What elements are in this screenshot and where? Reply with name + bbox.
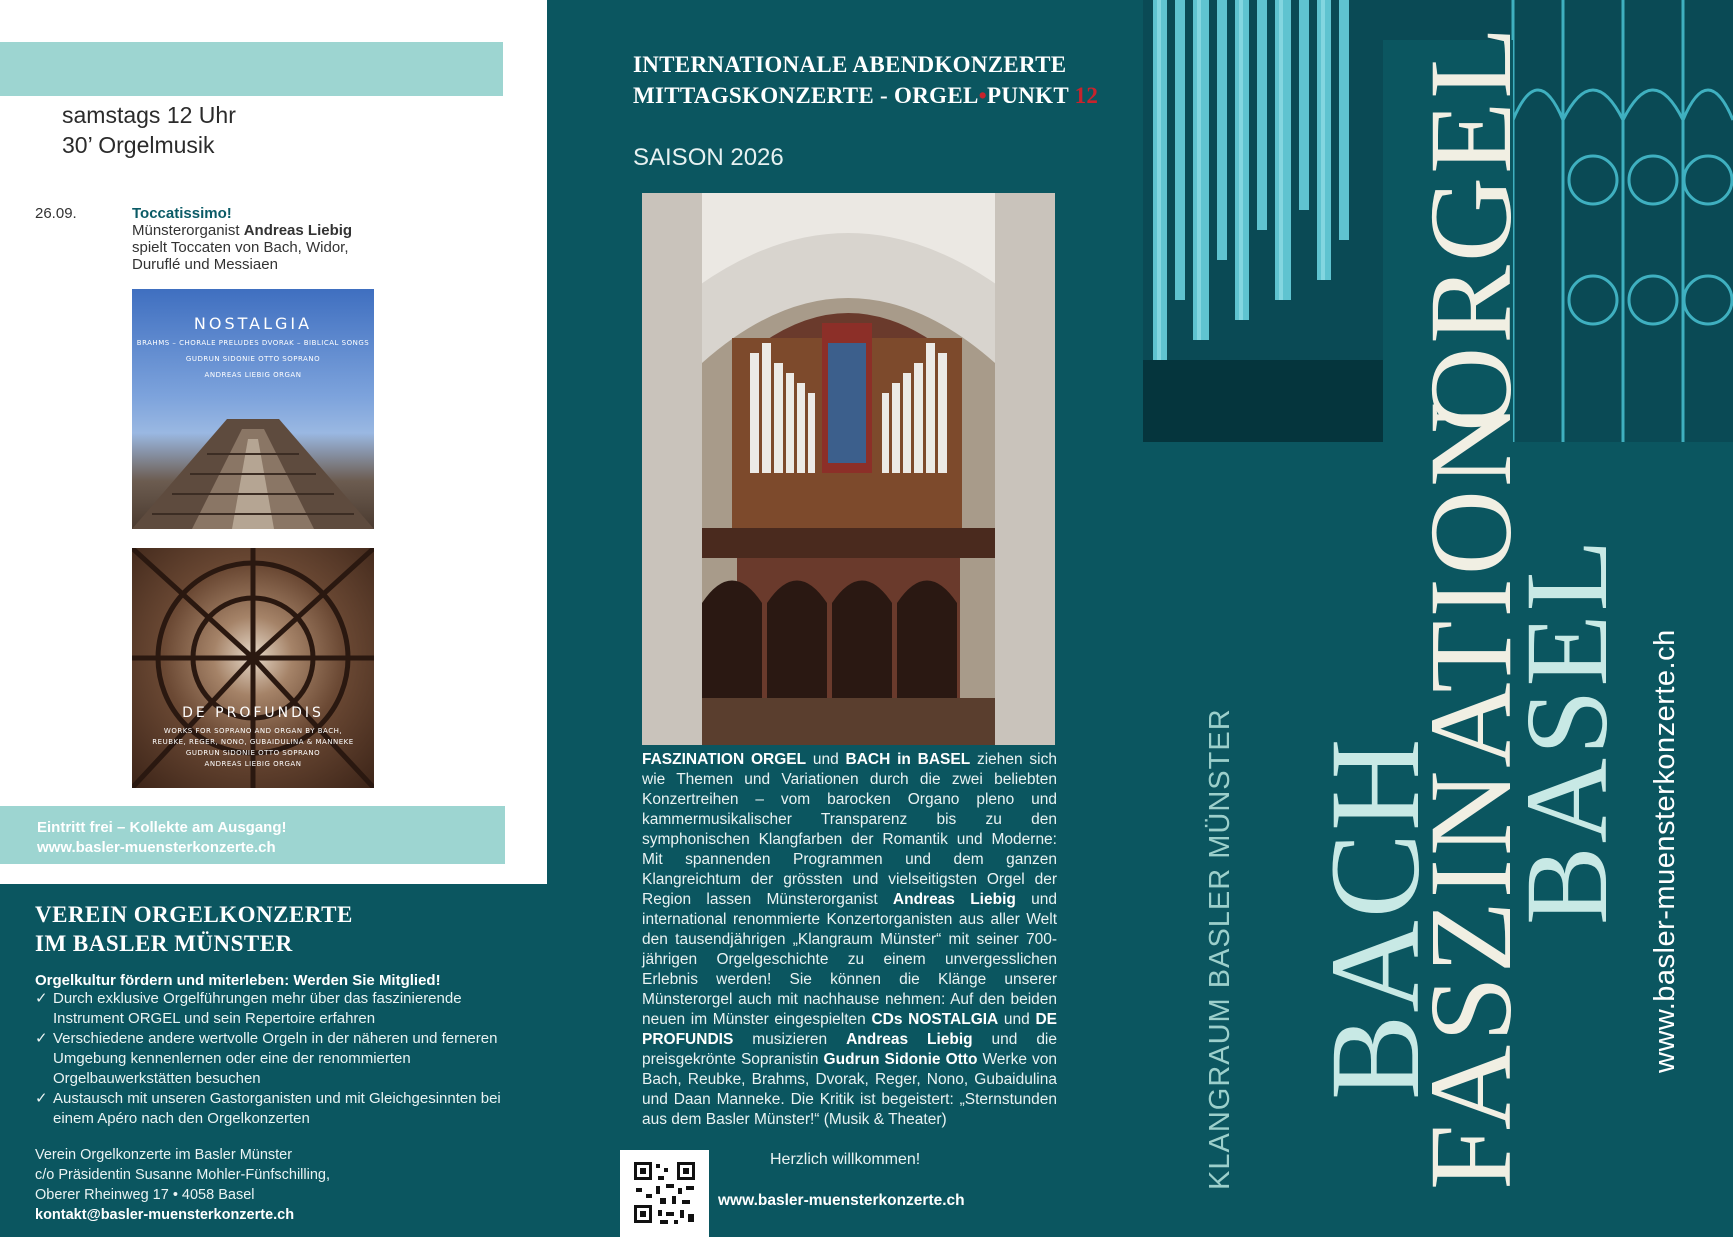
membership-benefits (35, 989, 525, 1129)
cd-singer: GUDRUN SIDONIE OTTO SOPRANO (185, 355, 321, 363)
list-item: ✓ Durch exklusive Orgelführungen mehr über das faszinierende Instrument ORGEL und sein Repertoire erfahren (35, 990, 462, 1027)
intro-text: FASZINATION ORGEL und BACH in BASEL ziehen sich wie Themen und Variationen durch die zwei beliebten Konzertreihen – vom barocken Organo pleno und kammermusikalischer Transparenz bis zu den symphonischen Klangfarben der Romantik und Moderne: Mit spannenden Programmen und dem ganzen Klangreichtum der grössten und vielseitigsten Orgel der Region lassen Münsterorganist Andreas Liebig und international renommierte Konzertorganisten aus aller Welt den tausendjährigen „Klangraum Münster“ mit seiner 700-jährigen Orgelgeschichte zu einem unvergesslichen Erlebnis werden! Sie können die Klänge unserer Münsterorgel auch mit nachhause nehmen: Auf den beiden neuen im Münster eingespielten CDs NOSTALGIA und DE PROFUNDIS musizieren Andreas Liebig und die preisgekrönte Sopranistin Gudrun Sidonie Otto Werke von Bach, Reubke, Brahms, Dvorak, Reger, Nono, Gubaidulina und Daan Manneke. Die Kritik ist begeistert: „Sternstunden aus dem Basler Münster!“ (Musik & Theater) (642, 751, 1058, 1128)
cd-singer: GUDRUN SIDONIE OTTO SOPRANO (185, 749, 321, 757)
checkmark-icon: ✓ (35, 1030, 48, 1047)
entry-band (0, 806, 505, 864)
event-date: 26.09. (35, 205, 77, 222)
performer-name: Andreas Liebig (243, 222, 353, 239)
cd-title: NOSTALGIA (193, 314, 313, 333)
event-title: Toccatissimo! (132, 205, 232, 222)
contact-email-link[interactable]: kontakt@basler-muensterkonzerte.ch (35, 1207, 295, 1223)
qr-code[interactable] (620, 1150, 709, 1237)
bullet-dot: • (978, 83, 987, 108)
membership-lead: Orgelkultur fördern und miterleben: Werden Sie Mitglied! (35, 972, 441, 989)
top-accent-band (0, 42, 503, 96)
schedule-duration: 30’ Orgelmusik (62, 132, 215, 158)
checkmark-icon: ✓ (35, 1090, 48, 1107)
cd-cover-de-profundis (132, 548, 374, 788)
event-performer: Münsterorganist Andreas Liebig (132, 222, 353, 239)
spire-image (132, 419, 374, 529)
checkmark-icon: ✓ (35, 990, 48, 1007)
welcome-text: Herzlich willkommen! (770, 1151, 921, 1168)
website-link[interactable]: www.basler-muensterkonzerte.ch (718, 1192, 965, 1209)
series-number: 12 (1074, 83, 1099, 108)
event-program: spielt Toccaten von Bach, Widor, Duruflé und Messiaen (132, 239, 349, 273)
list-item: ✓ Verschiedene andere wertvolle Orgeln in der näheren und ferneren Umgebung kennenlernen oder eine der renommierten Orgelbauwerkstätten besuchen (35, 1030, 498, 1087)
title-orgel: ORGEL (1405, 23, 1536, 432)
klangraum-label: KLANGRAUM BASLER MÜNSTER (1204, 708, 1236, 1190)
cd-organist: ANDREAS LIEBIG ORGAN (204, 760, 302, 768)
cd-cover-nostalgia (132, 289, 374, 529)
vertical-website-link[interactable]: www.basler-muensterkonzerte.ch (1649, 629, 1681, 1073)
cd-title: DE PROFUNDIS (182, 705, 324, 721)
schedule-day: samstags 12 Uhr (62, 102, 236, 128)
event-description (132, 205, 392, 273)
cd-program: WORKS FOR SOPRANO AND ORGAN BY BACH, (163, 727, 343, 735)
schedule-times (62, 100, 236, 160)
verein-address: Verein Orgelkonzerte im Basler Münster c/o Präsidentin Susanne Mohler-Fünfschilling, Oberer Rheinweg 17 • 4058 Basel kontakt@basler-muensterkonzerte.ch (35, 1147, 330, 1223)
title-bach: BACH (1304, 736, 1446, 1100)
cd-organist: ANDREAS LIEBIG ORGAN (204, 371, 302, 379)
entry-url-link[interactable]: www.basler-muensterkonzerte.ch (37, 839, 276, 856)
list-item: ✓ Austausch mit unseren Gastorganisten und mit Gleichgesinnten bei einem Apéro nach den Orgelkonzerten (35, 1090, 501, 1127)
verein-heading: VEREIN ORGELKONZERTE IM BASLER MÜNSTER (35, 902, 353, 956)
organ-photo (642, 193, 1055, 745)
entry-note: Eintritt frei – Kollekte am Ausgang! (37, 819, 287, 836)
title-basel: BASEL (1501, 536, 1632, 925)
title-faszination: FASZINATION (1405, 398, 1536, 1190)
cd-composers: REUBKE, REGER, NONO, GUBAIDULINA & MANNEKE (152, 738, 354, 746)
cd-program: BRAHMS – CHORALE PRELUDES DVORAK – BIBLICAL SONGS (136, 339, 370, 347)
season-label: SAISON 2026 (633, 144, 784, 171)
concert-series-heading: INTERNATIONALE ABENDKONZERTE MITTAGSKONZERTE - ORGEL•PUNKT 12 (633, 52, 1099, 108)
